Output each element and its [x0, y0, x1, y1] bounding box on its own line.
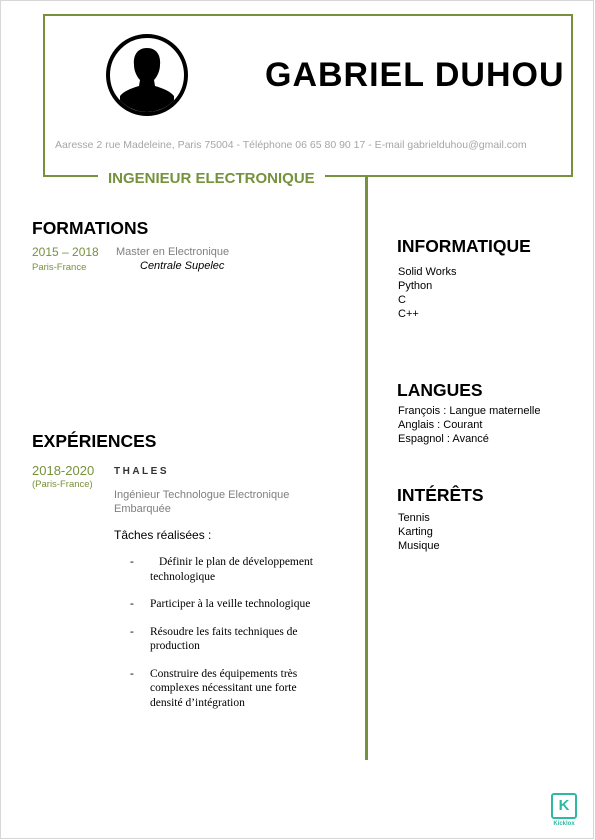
experience-place: (Paris-France): [32, 479, 93, 490]
list-item: Solid Works: [398, 266, 457, 278]
list-item: Tennis: [398, 512, 430, 524]
kicklox-logo-word: Kicklox: [553, 821, 575, 827]
langues-title: LANGUES: [397, 380, 483, 400]
kicklox-logo[interactable]: [551, 793, 577, 829]
dash-bullet: -: [130, 556, 134, 568]
informatique-list: [398, 265, 456, 321]
informatique-title: INFORMATIQUE: [397, 236, 531, 256]
person-silhouette-icon: [110, 38, 184, 112]
tasks-list: [130, 555, 350, 723]
list-item: - Résoudre les faits techniques de production: [130, 625, 298, 652]
list-item: C++: [398, 308, 419, 320]
list-item: - Participer à la veille technologique: [130, 598, 311, 610]
experiences-title: EXPÉRIENCES: [32, 431, 157, 451]
formation-place: Paris-France: [32, 262, 87, 273]
contact-line: Aaresse 2 rue Madeleine, Paris 75004 - Téléphone 06 65 80 90 17 - E-mail gabrielduhou@gmail.com: [55, 139, 527, 151]
header-box: [43, 14, 573, 177]
list-item: - Définir le plan de développement technologique: [130, 556, 313, 583]
list-item: C: [398, 294, 406, 306]
experience-role-line1: Ingénieur Technologue Electronique: [114, 489, 290, 501]
dash-bullet: -: [130, 598, 134, 610]
list-item: Musique: [398, 540, 440, 552]
list-item: - Construire des équipements très complexes nécessitant une forte densité d’intégration: [130, 667, 298, 709]
company-logo-thales: THALES: [114, 466, 169, 477]
experience-years: 2018-2020: [32, 463, 95, 478]
formation-school: Centrale Supelec: [140, 260, 225, 272]
formations-title: FORMATIONS: [32, 218, 149, 238]
interets-title: INTÉRÊTS: [397, 485, 484, 505]
column-divider: [365, 176, 368, 760]
avatar: [106, 34, 188, 116]
interets-list: [398, 511, 440, 553]
dash-bullet: -: [130, 667, 134, 680]
list-item: Karting: [398, 526, 433, 538]
tasks-label: Tâches réalisées :: [114, 528, 212, 542]
candidate-name: GABRIEL DUHOU: [265, 56, 565, 94]
list-item: Espagnol : Avancé: [398, 433, 489, 445]
formation-years: 2015 – 2018: [32, 245, 99, 259]
job-title: INGENIEUR ELECTRONIQUE: [98, 162, 325, 195]
list-item: Python: [398, 280, 433, 292]
kicklox-logo-icon: K: [551, 793, 577, 819]
dash-bullet: -: [130, 625, 134, 638]
langues-list: [398, 404, 540, 446]
formation-degree: Master en Electronique: [116, 246, 230, 258]
list-item: Anglais : Courant: [398, 419, 483, 431]
list-item: François : Langue maternelle: [398, 405, 541, 417]
experience-role-line2: Embarquée: [114, 503, 171, 515]
